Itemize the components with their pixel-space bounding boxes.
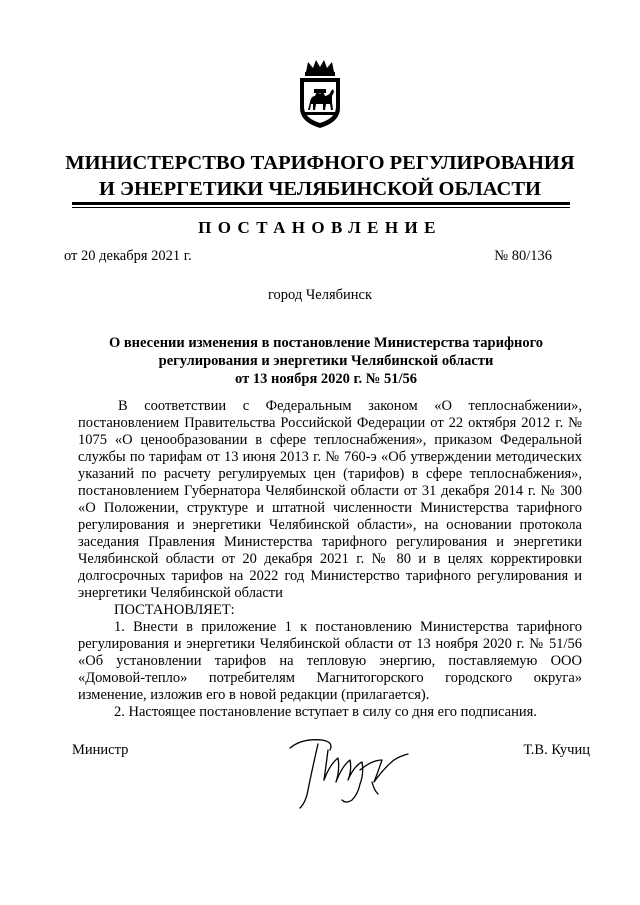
header-divider-thin [72,207,570,208]
coat-of-arms-icon [296,58,344,130]
document-city: город Челябинск [267,287,373,303]
resolution-item-1: 1. Внести в приложение 1 к постановлению Министерства тарифного регулирования и энергетики Челябинской области от 13 ноября 2020 г. № 51/56 «Об установлении тарифов на тепловую энергию, поставляемую ООО «Домовой-тепло» потребителям Магнитогорского городского округа» изменение, изложив его в новой редакции (прилагается). [78,619,582,703]
document-type: ПОСТАНОВЛЕНИЕ [198,218,442,237]
document-body [78,398,582,721]
document-number: № 80/136 [494,248,552,264]
handwritten-signature [282,730,414,812]
signatory-position: Министр [72,742,129,758]
resolution-item-2: 2. Настоящее постановление вступает в силу со дня его подписания. [114,704,537,720]
preamble-paragraph: В соответствии с Федеральным законом «О теплоснабжении», постановлением Правительства Российской Федерации от 22 октября 2012 г. № 1075 «О ценообразовании в сфере теплоснабжения», приказом Федеральной службы по тарифам от 13 июня 2013 г. № 760-э «Об утверждении методических указаний по расчету регулируемых цен (тарифов) в сфере теплоснабжения», постановлением Губернатора Челябинской области от 31 декабря 2014 г. № 300 «О Положении, структуре и штатной численности Министерства тарифного регулирования и энергетики Челябинской области», на основании протокола заседания Правления Министерства тарифного регулирования и энергетики Челябинской области от 20 декабря 2021 г. № 80 и в целях корректировки долгосрочных тарифов на 2022 год Министерство тарифного регулирования и энергетики Челябинской области [78,398,582,601]
title-line-1: О внесении изменения в постановление Министерства тарифного [108,335,544,351]
title-line-3: от 13 ноября 2020 г. № 51/56 [235,371,417,387]
resolves-heading: ПОСТАНОВЛЯЕТ: [114,602,235,618]
header-divider-thick [72,202,570,205]
document-date: от 20 декабря 2021 г. [64,248,192,264]
organization-name [0,150,640,202]
title-line-2: регулирования и энергетики Челябинской области [158,353,494,369]
organization-line-1: МИНИСТЕРСТВО ТАРИФНОГО РЕГУЛИРОВАНИЯ [65,152,575,174]
signatory-name: Т.В. Кучиц [523,742,590,758]
document-title [96,334,556,388]
organization-line-2: И ЭНЕРГЕТИКИ ЧЕЛЯБИНСКОЙ ОБЛАСТИ [98,178,541,200]
